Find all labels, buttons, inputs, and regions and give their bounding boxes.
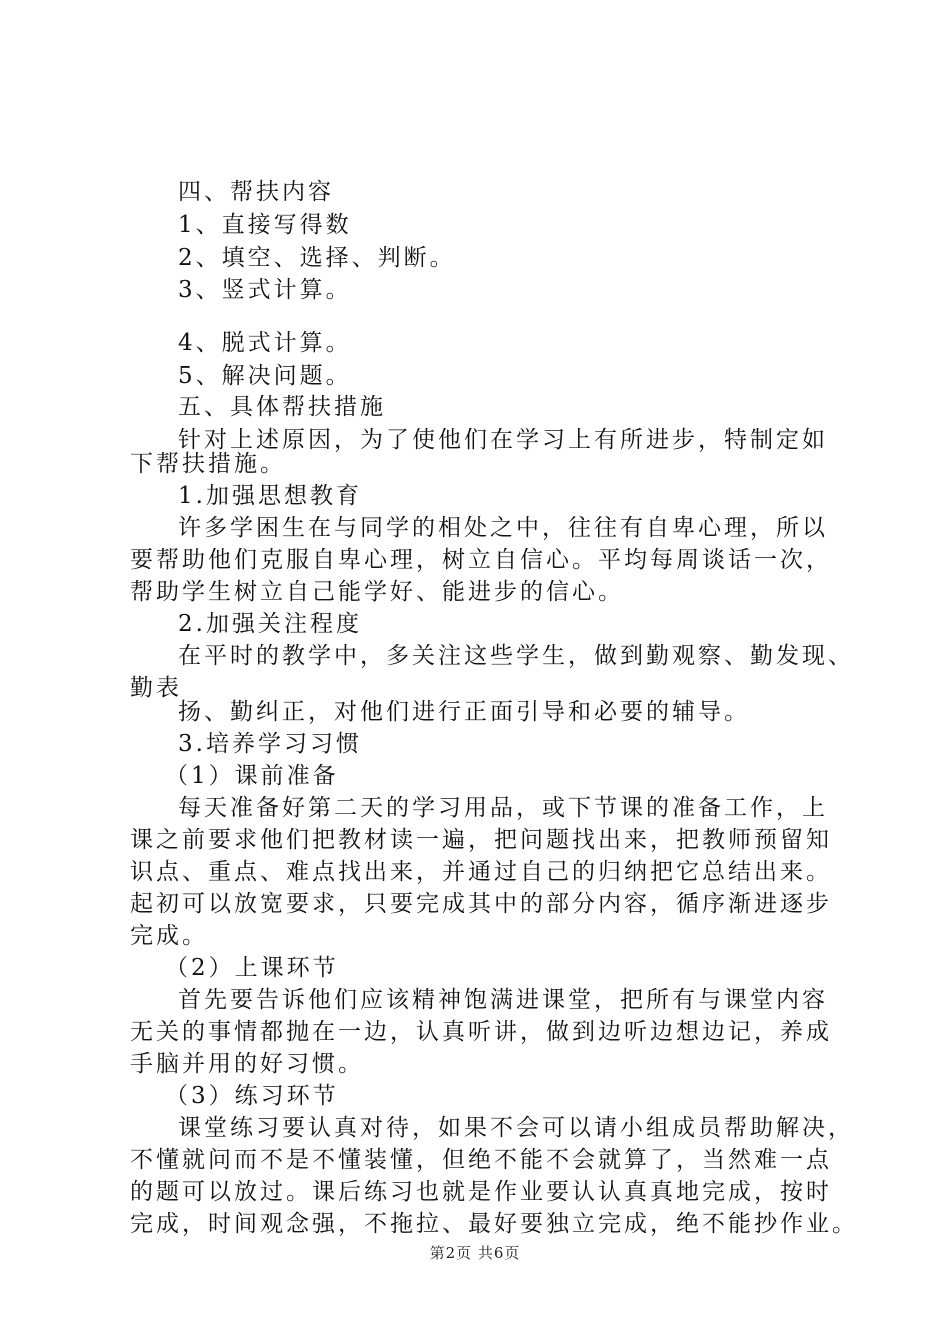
text-line: 5、解决问题。 (178, 363, 352, 389)
text-line: 四、帮扶内容 (178, 179, 334, 205)
text-line: 五、具体帮扶措施 (178, 394, 386, 420)
text-line: 首先要告诉他们应该精神饱满进课堂，把所有与课堂内容 (178, 987, 828, 1013)
text-line: 无关的事情都抛在一边，认真听讲，做到边听边想边记，养成 (130, 1019, 832, 1045)
text-line: 3.培养学习习惯 (178, 731, 362, 757)
text-line: 每天准备好第二天的学习用品，或下节课的准备工作，上 (178, 795, 828, 821)
text-line: 完成，时间观念强，不拖拉、最好要独立完成，绝不能抄作业。 (130, 1211, 858, 1237)
text-line: 许多学困生在与同学的相处之中，往往有自卑心理，所以 (178, 515, 828, 541)
text-line: 课之前要求他们把教材读一遍，把问题找出来，把教师预留知 (130, 827, 832, 853)
text-line: 课堂练习要认真对待，如果不会可以请小组成员帮助解决， (178, 1115, 854, 1141)
text-line: 的题可以放过。课后练习也就是作业要认认真真地完成，按时 (130, 1179, 832, 1205)
text-line: 在平时的教学中，多关注这些学生，做到勤观察、勤发现、 (178, 643, 854, 669)
text-line: 手脑并用的好习惯。 (130, 1051, 364, 1077)
text-line: 起初可以放宽要求，只要完成其中的部分内容，循序渐进逐步 (130, 891, 832, 917)
text-line: 勤表 (130, 675, 182, 701)
text-line: 2、填空、选择、判断。 (178, 245, 456, 271)
text-line: 1、直接写得数 (178, 212, 352, 238)
page-footer: 第2页 共6页 (429, 1244, 521, 1262)
text-line: （2）上课环节 (165, 955, 339, 981)
text-line: 不懂就问而不是不懂装懂，但绝不能不会就算了，当然难一点 (130, 1147, 832, 1173)
text-line: 针对上述原因，为了使他们在学习上有所进步，特制定如 (178, 427, 828, 453)
text-line: 要帮助他们克服自卑心理，树立自信心。平均每周谈话一次， (130, 547, 832, 573)
text-line: 3、竖式计算。 (178, 277, 352, 303)
text-line: 完成。 (130, 923, 208, 949)
text-line: 4、脱式计算。 (178, 330, 352, 356)
text-line: 下帮扶措施。 (130, 451, 286, 477)
text-line: 2.加强关注程度 (178, 611, 362, 637)
text-line: 1.加强思想教育 (178, 483, 362, 509)
text-line: 扬、勤纠正，对他们进行正面引导和必要的辅导。 (178, 699, 750, 725)
text-line: 帮助学生树立自己能学好、能进步的信心。 (130, 579, 624, 605)
text-line: （3）练习环节 (165, 1083, 339, 1109)
text-line: 识点、重点、难点找出来，并通过自己的归纳把它总结出来。 (130, 859, 832, 885)
text-line: （1）课前准备 (165, 763, 339, 789)
